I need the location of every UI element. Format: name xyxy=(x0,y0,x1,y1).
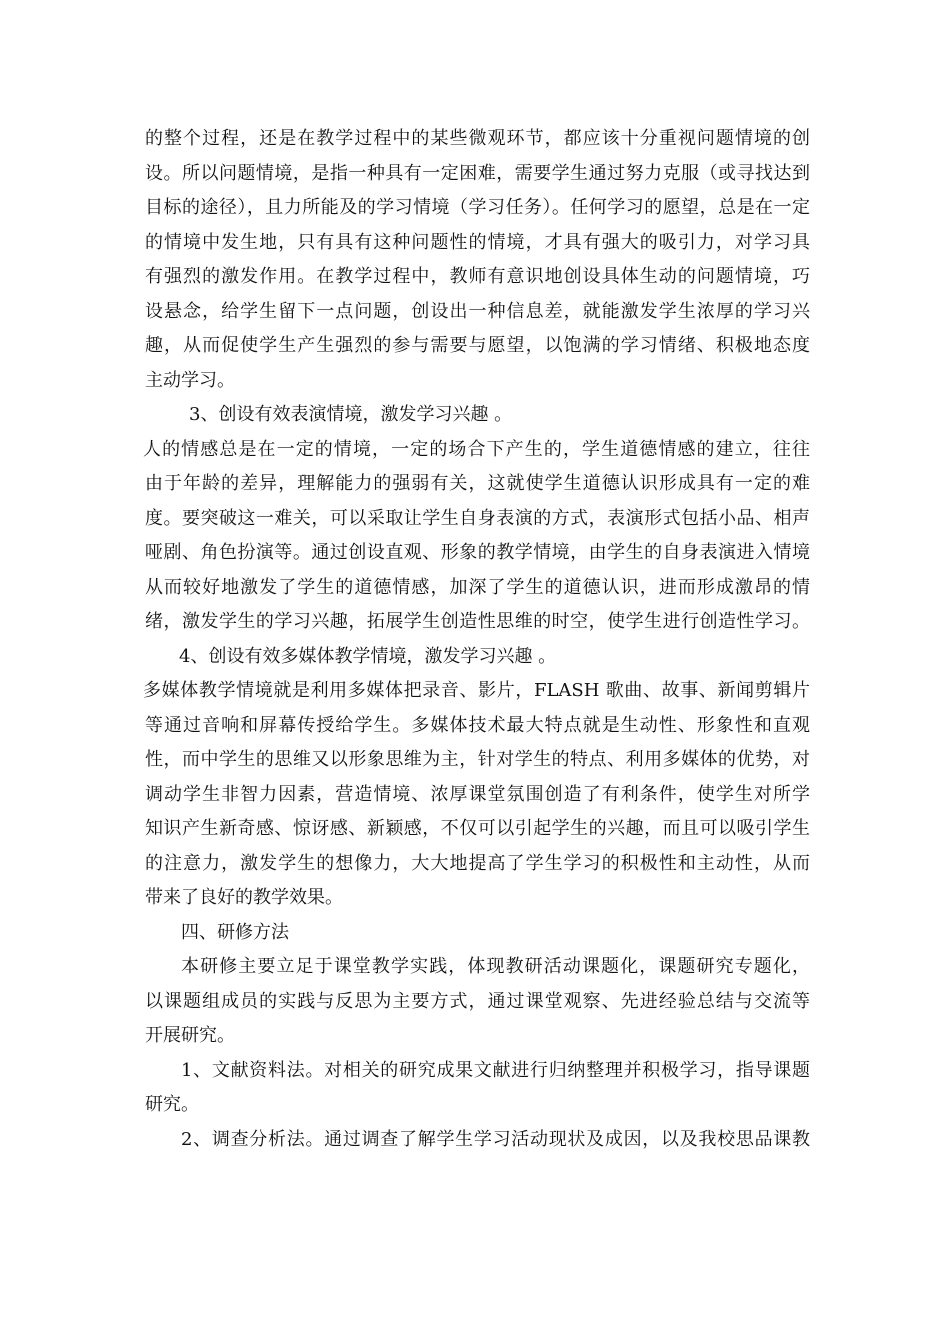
body-line: 知识产生新奇感、惊讶感、新颖感，不仅可以引起学生的兴趣，而且可以吸引学生 xyxy=(145,818,810,839)
body-line: 以课题组成员的实践与反思为主要方式，通过课堂观察、先进经验总结与交流等 xyxy=(145,990,810,1012)
body-line: 多媒体教学情境就是利用多媒体把录音、影片，FLASH 歌曲、故事、新闻剪辑片 xyxy=(143,680,810,701)
body-line: 从而较好地激发了学生的道德情感，加深了学生的道德认识，进而形成激昂的情 xyxy=(145,576,810,598)
body-line: 的注意力，激发学生的想像力，大大地提高了学生学习的积极性和主动性，从而 xyxy=(145,852,810,874)
body-line: 目标的途径），且力所能及的学习情境（学习任务）。任何学习的愿望，总是在一定 xyxy=(145,197,810,218)
body-line: 趣，从而促使学生产生强烈的参与需要与愿望，以饱满的学习情绪、积极地态度 xyxy=(145,335,810,356)
body-line: 人的情感总是在一定的情境，一定的场合下产生的，学生道德情感的建立，往往 xyxy=(143,438,810,460)
body-line: 的情境中发生地，只有具有这种问题性的情境，才具有强大的吸引力，对学习具 xyxy=(145,231,810,253)
body-line: 带来了良好的教学效果。 xyxy=(145,887,343,908)
body-line: 调动学生非智力因素，营造情境、浓厚课堂氛围创造了有利条件，使学生对所学 xyxy=(145,783,810,805)
section-heading: 4、创设有效多媒体教学情境，激发学习兴趣 。 xyxy=(179,645,557,667)
body-line: 1、文献资料法。对相关的研究成果文献进行归纳整理并积极学习，指导课题 xyxy=(181,1059,810,1081)
body-line: 设。所以问题情境，是指一种具有一定困难，需要学生通过努力克服（或寻找达到 xyxy=(145,162,810,184)
body-line: 的整个过程，还是在教学过程中的某些微观环节，都应该十分重视问题情境的创 xyxy=(145,128,810,149)
body-line: 研究。 xyxy=(145,1094,199,1115)
body-line: 度。要突破这一难关，可以采取让学生自身表演的方式，表演形式包括小品、相声 xyxy=(145,507,810,529)
section-heading: 3、创设有效表演情境，激发学习兴趣 。 xyxy=(189,404,513,425)
body-line: 有强烈的激发作用。在教学过程中，教师有意识地创设具体生动的问题情境，巧 xyxy=(145,266,810,287)
body-line: 2、调查分析法。通过调查了解学生学习活动现状及成因，以及我校思品课教 xyxy=(181,1128,810,1150)
body-line: 开展研究。 xyxy=(145,1025,235,1046)
body-line: 哑剧、角色扮演等。通过创设直观、形象的教学情境，由学生的自身表演进入情境 xyxy=(145,542,810,563)
section-heading: 四、研修方法 xyxy=(181,921,289,943)
body-line: 设悬念，给学生留下一点问题，创设出一种信息差，就能激发学生浓厚的学习兴 xyxy=(145,300,810,322)
document-body xyxy=(145,122,810,1157)
body-line: 本研修主要立足于课堂教学实践，体现教研活动课题化，课题研究专题化， xyxy=(181,956,810,977)
body-line: 由于年龄的差异，理解能力的强弱有关，这就使学生道德认识形成具有一定的难 xyxy=(145,473,810,494)
body-line: 绪，激发学生的学习兴趣，拓展学生创造性思维的时空，使学生进行创造性学习。 xyxy=(145,611,810,632)
body-line: 等通过音响和屏幕传授给学生。多媒体技术最大特点就是生动性、形象性和直观 xyxy=(145,714,810,736)
body-line: 主动学习。 xyxy=(145,369,235,391)
body-line: 性，而中学生的思维又以形象思维为主，针对学生的特点、利用多媒体的优势，对 xyxy=(145,749,810,770)
